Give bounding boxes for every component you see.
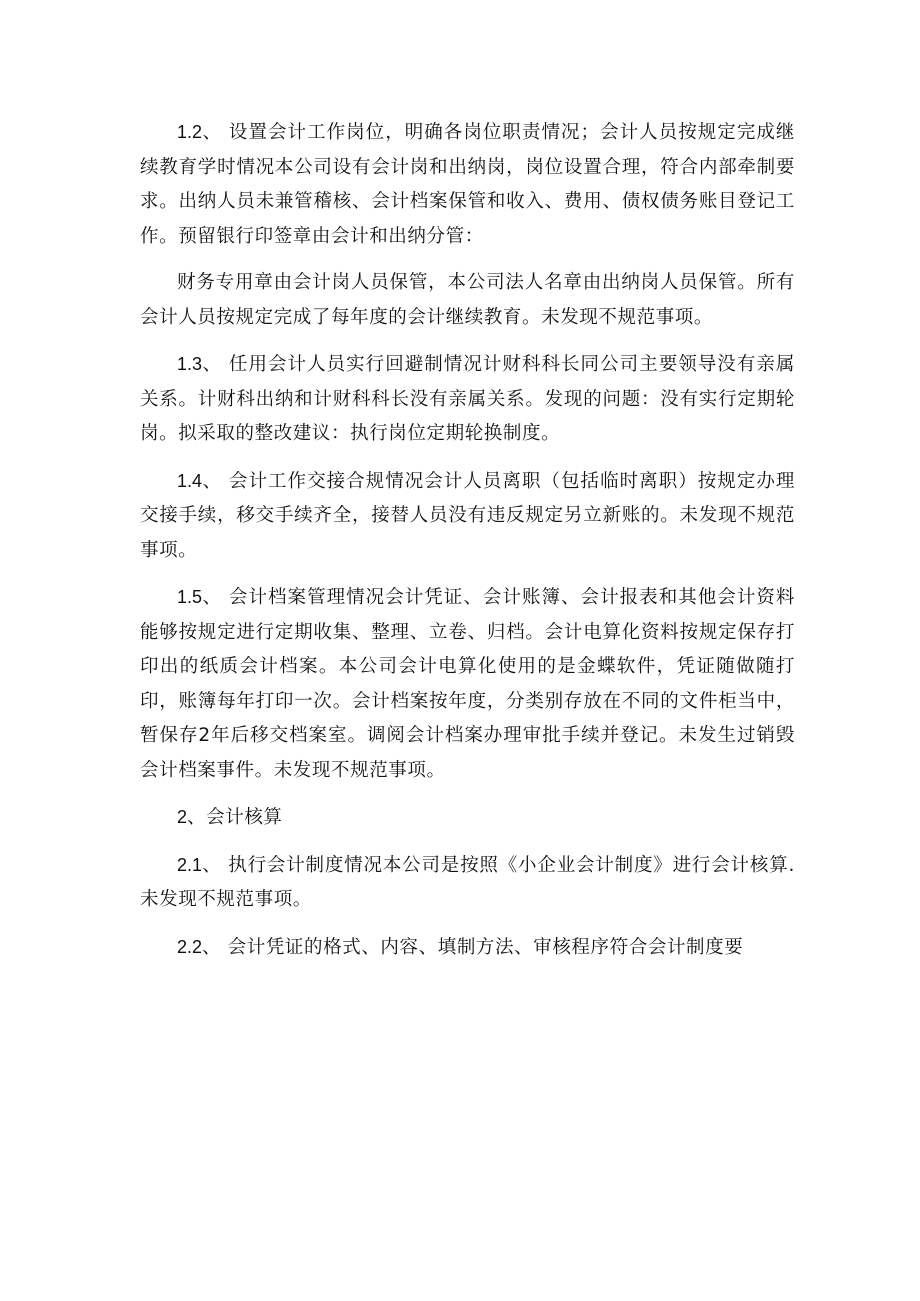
section-number: 2.2 [177, 936, 203, 957]
section-separator: 、 [202, 936, 222, 958]
paragraph-2-2 [140, 930, 795, 966]
section-separator: 、 [202, 854, 222, 876]
paragraph-1-3 [140, 347, 795, 452]
paragraph-text: 设置会计工作岗位，明确各岗位职责情况；会计人员按规定完成继续教育学时情况本公司设有会计岗和出纳岗，岗位设置合理，符合内部牵制要求。出纳人员未兼管稽核、会计档案保管和收入、费用、债权债务账目登记工作。预留银行印签章由会计和出纳分管： [140, 122, 795, 247]
section-number: 1.4 [177, 470, 203, 491]
section-number: 1.5 [177, 587, 203, 607]
paragraph-text: 会计工作交接合规情况会计人员离职（包括临时离职）按规定办理交接手续，移交手续齐全，接替人员没有违反规定另立新账的。未发现不规范事项。 [140, 470, 795, 561]
paragraph-1-5 [140, 580, 795, 788]
paragraph-text: 会计凭证的格式、内容、填制方法、审核程序符合会计制度要 [221, 936, 744, 958]
paragraph-text: 财务专用章由会计岗人员保管，本公司法人名章由出纳岗人员保管。所有会计人员按规定完成了每年度的会计继续教育。未发现不规范事项。 [140, 272, 795, 328]
section-separator: 、 [202, 122, 223, 143]
section-number: 1.2 [177, 122, 203, 142]
section-separator: 、 [202, 587, 223, 608]
paragraph-seal-custody [140, 266, 795, 335]
section-title: 会计核算 [206, 807, 283, 828]
section-number: 1.3 [177, 354, 203, 374]
paragraph-1-4 [140, 464, 795, 569]
section-number: 2 [177, 807, 188, 827]
section-separator: 、 [187, 807, 207, 828]
section-heading-2 [140, 800, 795, 836]
section-number: 2.1 [177, 854, 203, 875]
paragraph-1-2 [140, 115, 795, 254]
paragraph-text: 执行会计制度情况本公司是按照《小企业会计制度》进行会计核算.未发现不规范事项。 [140, 854, 795, 910]
section-separator: 、 [202, 354, 223, 375]
paragraph-2-1 [140, 848, 795, 918]
paragraph-text: 会计档案管理情况会计凭证、会计账簿、会计报表和其他会计资料能够按规定进行定期收集、整理、立卷、归档。会计电算化资料按规定保存打印出的纸质会计档案。本公司会计电算化使用的是金蝶软件，凭证随做随打印，账簿每年打印一次。会计档案按年度，分类别存放在不同的文件柜当中，暂保存2年后移交档案室。调阅会计档案办理审批手续并登记。未发生过销毁会计档案事件。未发现不规范事项。 [140, 587, 795, 781]
document-body [140, 115, 795, 977]
paragraph-text: 任用会计人员实行回避制情况计财科科长同公司主要领导没有亲属关系。计财科出纳和计财科科长没有亲属关系。发现的问题：没有实行定期轮岗。拟采取的整改建议：执行岗位定期轮换制度。 [140, 354, 795, 444]
section-separator: 、 [202, 470, 223, 492]
